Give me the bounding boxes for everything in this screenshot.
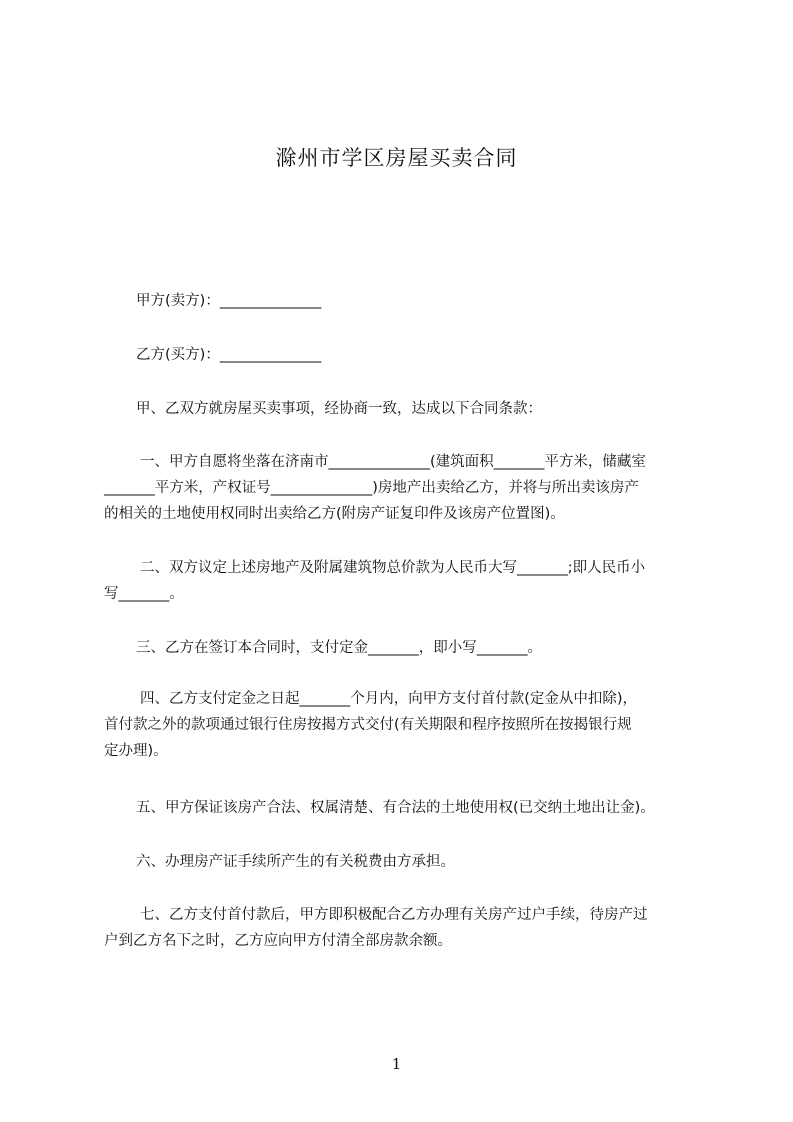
party-b-line: 乙方(买方)：______________ [136,347,322,363]
clause-7-line-2: 户到乙方名下之时，乙方应向甲方付清全部房款余额。 [104,933,452,949]
clause-1-line-3: 的相关的土地使用权同时出卖给乙方(附房产证复印件及该房产位置图)。 [104,506,565,522]
clause-1-line-2: _______平方米，产权证号______________)房地产出卖给乙方，并将与所出卖该房产 [104,480,639,496]
party-a-line: 甲方(卖方)：______________ [136,293,322,309]
document-title: 滁州市学区房屋买卖合同 [275,146,518,170]
clause-6-paragraph: 六、办理房产证手续所产生的有关税费由方承担。 [136,854,455,870]
clause-4-line-3: 定办理)。 [104,743,168,759]
clause-4-paragraph [104,686,704,764]
clause-4-line-1: 四、乙方支付定金之日起_______个月内，向甲方支付首付款(定金从中扣除)， [140,691,638,707]
intro-paragraph: 甲、乙双方就房屋买卖事项，经协商一致，达成以下合同条款： [136,401,542,417]
clause-2-line-2: 写_______。 [104,586,184,602]
clause-2-line-1: 二、双方议定上述房地产及附属建筑物总价款为人民币大写_______;即人民币小 [140,560,646,576]
clause-5-paragraph: 五、甲方保证该房产合法、权属清楚、有合法的土地使用权(已交纳土地出让金)。 [136,800,655,816]
clause-3-paragraph: 三、乙方在签订本合同时，支付定金_______，即小写_______。 [136,640,542,656]
clause-4-line-2: 首付款之外的款项通过银行住房按揭方式交付(有关期限和程序按照所在按揭银行规 [104,717,632,733]
page-number: 1 [391,1055,402,1073]
clause-1-line-1: 一、甲方自愿将坐落在济南市______________(建筑面积_______平方米，储藏室 [140,454,646,470]
clause-7-line-1: 七、乙方支付首付款后，甲方即积极配合乙方办理有关房产过户手续，待房产过 [140,907,648,923]
clause-7-paragraph [104,902,704,954]
clause-2-paragraph [104,555,704,607]
clause-1-paragraph [104,449,704,527]
